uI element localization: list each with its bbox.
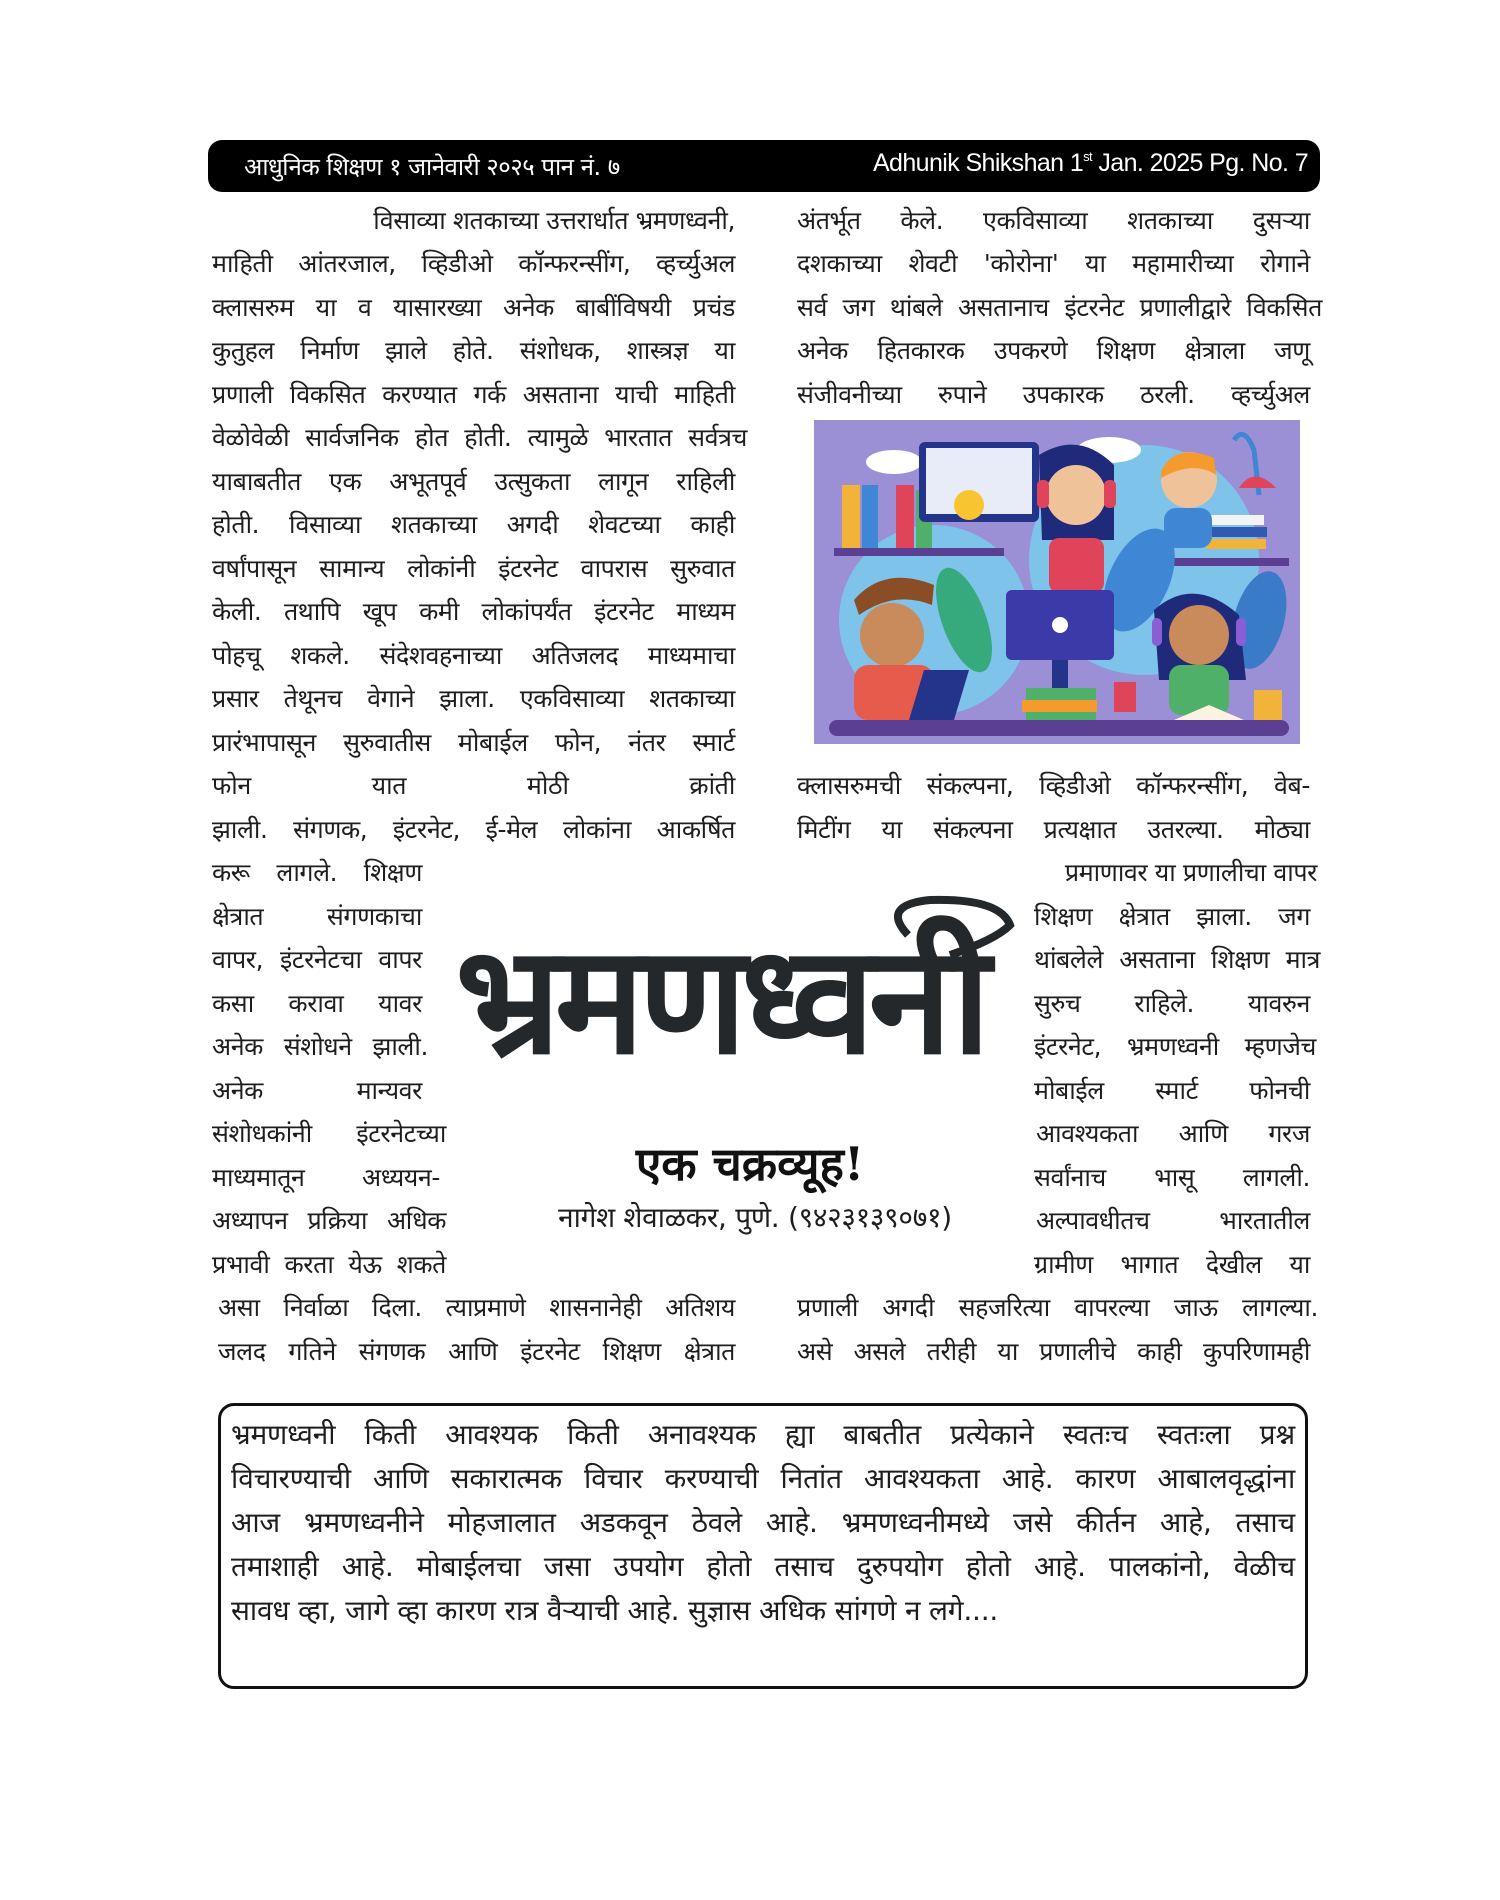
children-computers-illustration [814, 420, 1300, 744]
paragraph-line: संशोधकांनी इंटरनेटच्या [212, 1119, 446, 1148]
paragraph-line: दशकाच्या शेवटी 'कोरोना' या महामारीच्या रोगाने [797, 249, 1310, 278]
paragraph-line: अनेक संशोधने झाली. [212, 1032, 428, 1061]
paragraph-line: झाली. संगणक, इंटरनेट, ई-मेल लोकांना आकर्षित [212, 815, 735, 844]
paragraph-line: प्रभावी करता येऊ शकते [212, 1250, 446, 1279]
paragraph-line: फोन यात मोठी क्रांती [212, 771, 735, 800]
callout-line: सावध व्हा, जागे व्हा कारण रात्र वैऱ्याची आहे. सुज्ञास अधिक सांगणे न लगे.... [231, 1594, 999, 1627]
paragraph-line: वर्षांपासून सामान्य लोकांनी इंटरनेट वापरास सुरुवात [212, 554, 735, 583]
article-title [440, 880, 1020, 1100]
paragraph-line: मोबाईल स्मार्ट फोनची [1034, 1076, 1310, 1105]
paragraph-line: थांबलेले असताना शिक्षण मात्र [1034, 945, 1320, 974]
paragraph-line: इंटरनेट, भ्रमणध्वनी म्हणजेच [1034, 1032, 1316, 1061]
title-flourish-icon [440, 880, 1020, 1100]
paragraph-line: अध्यापन प्रक्रिया अधिक [212, 1206, 446, 1235]
paragraph-line: अल्पावधीतच भारतातील [1036, 1206, 1310, 1235]
paragraph-line: प्रारंभापासून सुरुवातीस मोबाईल फोन, नंतर स्मार्ट [212, 728, 735, 757]
callout-line: भ्रमणध्वनी किती आवश्यक किती अनावश्यक ह्या बाबतीत प्रत्येकाने स्वतःच स्वतःला प्रश्न [231, 1418, 1295, 1451]
paragraph-line: माध्यमातून अध्ययन- [212, 1163, 440, 1192]
header-english-title [873, 149, 1308, 178]
paragraph-line: वापर, इंटरनेटचा वापर [212, 945, 422, 974]
paragraph-line: क्लासरुम या व यासारख्या अनेक बाबींविषयी प्रचंड [212, 293, 735, 322]
paragraph-line: ग्रामीण भागात देखील या [1034, 1250, 1310, 1279]
paragraph-line: वेळोवेळी सार्वजनिक होत होती. त्यामुळे भारतात सर्वत्रच [212, 423, 747, 452]
callout-line: आज भ्रमणध्वनीने मोहजालात अडकवून ठेवले आहे. भ्रमणध्वनीमध्ये जसे कीर्तन आहे, तसाच [231, 1506, 1295, 1539]
callout-line: विचारण्याची आणि सकारात्मक विचार करण्याची नितांत आवश्यकता आहे. कारण आबालवृद्धांना [231, 1462, 1295, 1495]
paragraph-line: होती. विसाव्या शतकाच्या अगदी शेवटच्या काही [212, 510, 735, 539]
paragraph-line: सुरुच राहिले. यावरुन [1034, 989, 1310, 1018]
paragraph-line: मिटींग या संकल्पना प्रत्यक्षात उतरल्या. मोठ्या [797, 815, 1310, 844]
header-date-page: Jan. 2025 Pg. No. 7 [1092, 149, 1308, 177]
paragraph-line: सर्वांनाच भासू लागली. [1034, 1163, 1310, 1192]
header-publication: Adhunik Shikshan 1 [872, 149, 1084, 177]
paragraph-line: आवश्यकता आणि गरज [1036, 1119, 1310, 1148]
paragraph-line: अंतर्भूत केले. एकविसाव्या शतकाच्या दुसऱ्या [797, 206, 1310, 235]
paragraph-line: केली. तथापि खूप कमी लोकांपर्यंत इंटरनेट माध्यम [212, 597, 735, 626]
paragraph-line: अनेक मान्यवर [212, 1076, 422, 1105]
conclusion-callout-box [218, 1403, 1308, 1689]
illustration-graphic [814, 420, 1300, 744]
article-title-text: भ्रमणध्वनी [455, 912, 985, 1088]
paragraph-line: याबाबतीत एक अभूतपूर्व उत्सुकता लागून राहिली [212, 467, 735, 496]
paragraph-line: प्रणाली अगदी सहजरित्या वापरल्या जाऊ लागल्या. [797, 1293, 1318, 1322]
paragraph-line: प्रमाणावर या प्रणालीचा वापर [1064, 858, 1317, 887]
paragraph-line: क्लासरुमची संकल्पना, व्हिडीओ कॉन्फरन्सींग, वेब- [797, 771, 1310, 800]
paragraph-line: कुतुहल निर्माण झाले होते. संशोधक, शास्त्रज्ञ या [212, 336, 735, 365]
paragraph-line: प्रसार तेथूनच वेगाने झाला. एकविसाव्या शतकाच्या [212, 684, 735, 713]
paragraph-line: करू लागले. शिक्षण [212, 858, 422, 887]
article-subtitle: एक चक्रव्यूह! [635, 1137, 865, 1191]
page-header-bar [208, 140, 1320, 192]
callout-line: तमाशाही आहे. मोबाईलचा जसा उपयोग होतो तसाच दुरुपयोग होतो आहे. पालकांनो, वेळीच [231, 1550, 1295, 1583]
paragraph-line: जलद गतिने संगणक आणि इंटरनेट शिक्षण क्षेत्रात [218, 1337, 735, 1366]
paragraph-line: प्रणाली विकसित करण्यात गर्क असताना याची माहिती [212, 380, 735, 409]
header-marathi-title: आधुनिक शिक्षण १ जानेवारी २०२५ पान नं. ७ [244, 153, 620, 181]
paragraph-line: संजीवनीच्या रुपाने उपकारक ठरली. व्हर्च्युअल [797, 380, 1310, 409]
paragraph-line: विसाव्या शतकाच्या उत्तरार्धात भ्रमणध्वनी, [373, 206, 735, 235]
article-byline: नागेश शेवाळकर, पुणे. (९४२३१३९०७१) [558, 1201, 952, 1234]
paragraph-line: असा निर्वाळा दिला. त्याप्रमाणे शासनानेही अतिशय [218, 1293, 735, 1322]
paragraph-line: अनेक हितकारक उपकरणे शिक्षण क्षेत्राला जणू [797, 336, 1310, 365]
paragraph-line: क्षेत्रात संगणकाचा [212, 902, 422, 931]
paragraph-line: माहिती आंतरजाल, व्हिडीओ कॉन्फरन्सींग, व्हर्च्युअल [212, 249, 735, 278]
header-superscript: st [1083, 149, 1093, 164]
paragraph-line: पोहचू शकले. संदेशवहनाच्या अतिजलद माध्यमाचा [212, 641, 735, 670]
paragraph-line: शिक्षण क्षेत्रात झाला. जग [1034, 902, 1310, 931]
paragraph-line: सर्व जग थांबले असतानाच इंटरनेट प्रणालीद्वारे विकसित [797, 293, 1322, 322]
paragraph-line: असे असले तरीही या प्रणालीचे काही कुपरिणामही [797, 1337, 1310, 1366]
paragraph-line: कसा करावा यावर [212, 989, 422, 1018]
